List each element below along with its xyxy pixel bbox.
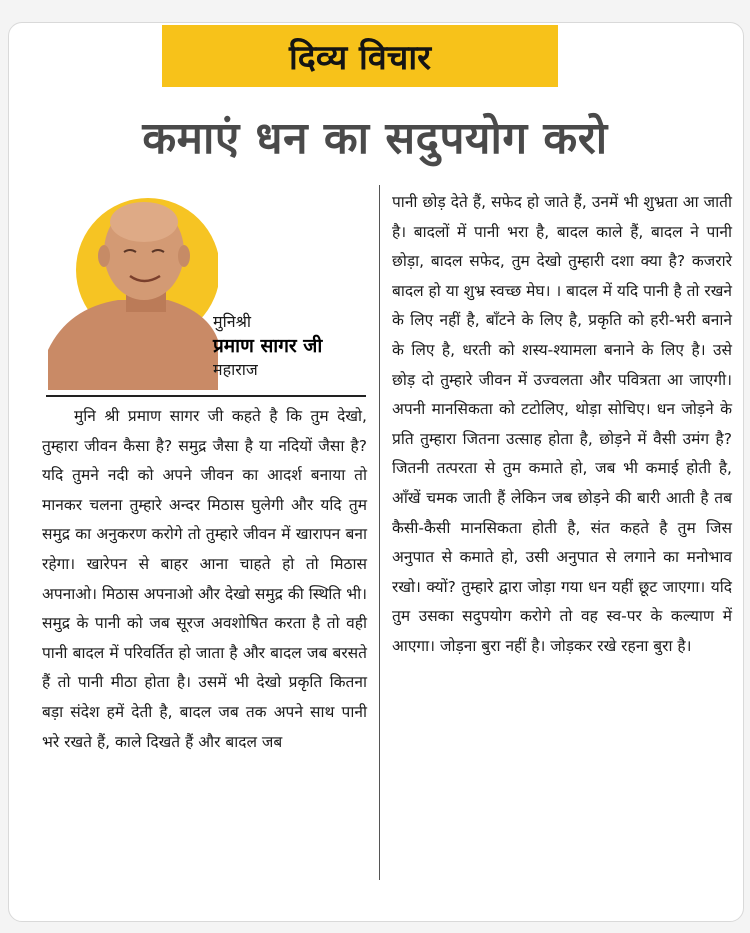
portrait-image (48, 190, 218, 390)
article-headline: कमाएं धन का सदुपयोग करो (142, 113, 608, 164)
article-body-right: पानी छोड़ देते हैं, सफेद हो जाते हैं, उनमें भी शुभ्रता आ जाती है। बादलों में पानी भरा है, बादल काले हैं, बादल ने पानी छोड़ा, बादल सफेद, तुम देखो तुम्हारी दशा क्या है? कजरारे बादल हो या शुभ्र स्वच्छ मेघ। । बादल में यदि पानी है तो रखने के लिए नहीं है, बाँटने के लिए है, प्रकृति को हरी-भरी बनाने के लिए है, धरती को शस्य-श्यामला बनाने के लिए है। उसे छोड़ दो तुम्हारे जीवन में उज्वलता और पवित्रता आ जाएगी। अपनी मानसिकता को टटोलिए, थोड़ा सोचिए। धन जोड़ने के प्रति तुम्हारा जितना उत्साह होता है, छोड़ने में वैसी उमंग है? जितनी तत्परता से तुम कमाते हो, जब भी कमाई होती है, आँखें चमक जाती हैं लेकिन जब छोड़ने की बारी आती है तब कैसी-कैसी मानसिकता होती है, संत कहते है तुम जिस अनुपात से कमाते हो, उसी अनुपात से लगाने का मनोभाव रखो। क्यों? तुम्हारे द्वारा जोड़ा गया धन यहीं छूट जाएगा। यदि तुम उसका सदुपयोग करोगे तो वह स्व-पर के कल्याण में आएगा। जोड़ना बुरा नहीं है। जोड़कर रखे रहना बुरा है। (392, 193, 732, 655)
column-divider (379, 185, 380, 880)
section-banner (162, 25, 558, 87)
byline-prefix: मुनिश्री (213, 312, 252, 331)
column-rule (46, 395, 366, 397)
author-byline (213, 310, 322, 382)
author-name: प्रमाण सागर जी (213, 335, 323, 357)
article-body-left: मुनि श्री प्रमाण सागर जी कहते है कि तुम देखो, तुम्हारा जीवन कैसा है? समुद्र जैसा है या नदियों जैसा है? यदि तुमने नदी को अपने जीवन का आदर्श बनाया तो मानकर चलना तुम्हारे अन्दर मिठास घुलेगी और यदि तुम समुद्र का अनुकरण करोगे तो तुम्हारे जीवन में खारापन बना रहेगा। खारेपन से बाहर आना चाहते हो तो मिठास अपनाओ। मिठास अपनाओ और देखो समुद्र की स्थिति भी। समुद्र के पानी को जब सूरज अवशोषित करता है तो वही पानी बादल में परिवर्तित हो जाता है और बादल जब बरसते हैं तो पानी मीठा होता है। उसमें भी देखो प्रकृति कितना बड़ा संदेश हमें देती है, बादल जब तक अपने साथ पानी भरे रखते हैं, काले दिखते हैं और बादल जब (42, 407, 367, 751)
section-label: दिव्य विचार (288, 38, 432, 78)
byline-suffix: महाराज (213, 360, 258, 379)
author-portrait (48, 190, 218, 390)
